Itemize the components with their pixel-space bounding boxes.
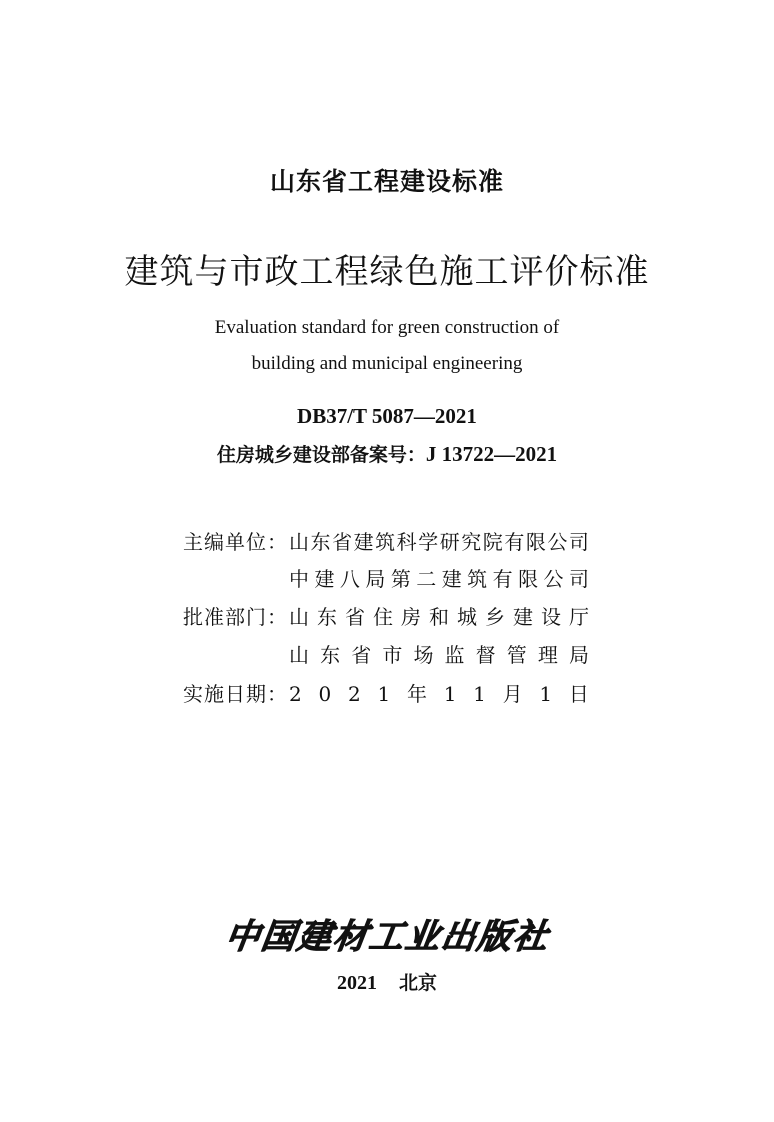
info-value-char: 2: [347, 682, 361, 706]
publication-year: 2021: [336, 972, 377, 994]
info-value-char: 究: [461, 530, 482, 554]
info-value-char: 东: [310, 530, 331, 554]
info-value-char: 1: [539, 682, 553, 706]
info-value-char: 司: [568, 530, 589, 554]
info-value: [289, 565, 589, 593]
info-row-chief-editor: [183, 528, 591, 556]
info-value-char: 住: [373, 605, 393, 629]
publisher-name: 中国建材工业出版社: [222, 917, 553, 957]
info-value-char: 和: [429, 605, 449, 629]
info-row-effective-date: [183, 680, 591, 708]
info-value-char: 场: [413, 643, 434, 667]
info-value-char: 东: [320, 643, 341, 667]
publication-line: [0, 968, 774, 995]
info-value-char: 监: [444, 643, 465, 667]
info-value-char: 筑: [375, 530, 396, 554]
standard-code: DB37/T 5087—2021: [297, 404, 477, 428]
info-value-char: 局: [568, 643, 589, 667]
publisher-logo: [222, 912, 553, 960]
info-value-char: 年: [406, 682, 427, 706]
info-value-char: 市: [382, 643, 403, 667]
info-value: [289, 528, 589, 556]
info-value-char: 二: [416, 567, 437, 591]
info-value-char: 限: [518, 567, 539, 591]
info-value-char: 1: [443, 682, 457, 706]
info-value-char: 督: [475, 643, 496, 667]
info-value-char: 局: [365, 567, 386, 591]
info-value-char: 理: [537, 643, 558, 667]
info-value-char: 有: [492, 567, 513, 591]
info-value-char: 山: [289, 605, 309, 629]
info-value-char: 筑: [467, 567, 488, 591]
info-value-char: 2: [289, 682, 302, 706]
info-value-char: 有: [504, 530, 525, 554]
publication-city: 北京: [398, 972, 437, 994]
info-value-char: 房: [401, 605, 421, 629]
info-row-approval-dept-2: [183, 641, 591, 669]
info-value-char: 公: [547, 530, 568, 554]
info-value-char: 学: [418, 530, 439, 554]
info-value-char: 中: [289, 567, 309, 591]
info-value-char: 1: [377, 682, 391, 706]
info-value-char: 省: [351, 643, 372, 667]
info-value-char: 城: [457, 605, 477, 629]
info-value-char: 0: [318, 682, 332, 706]
series-title: 山东省工程建设标准: [269, 167, 504, 196]
info-value-char: 省: [332, 530, 353, 554]
info-row-chief-editor-2: [183, 565, 591, 593]
english-title-line-1: Evaluation standard for green construction of: [214, 317, 560, 338]
info-value-char: 研: [439, 530, 460, 554]
info-value-char: 八: [339, 567, 360, 591]
info-label: 主编单位：: [183, 530, 288, 554]
info-value-char: 第: [390, 567, 411, 591]
main-title: 建筑与市政工程绿色施工评价标准: [124, 252, 650, 292]
info-value-char: 管: [506, 643, 527, 667]
info-value-char: 省: [345, 605, 365, 629]
info-label: 批准部门：: [183, 605, 288, 629]
info-value: [289, 603, 589, 631]
info-value-char: 山: [289, 643, 309, 667]
info-label: 实施日期：: [183, 682, 288, 706]
info-row-approval-dept: [183, 603, 591, 631]
info-value-char: 司: [568, 567, 589, 591]
info-value-char: 厅: [569, 605, 589, 629]
info-value-char: 1: [473, 682, 486, 706]
info-value: [289, 680, 589, 708]
info-value-char: 建: [441, 567, 462, 591]
info-value-char: 院: [482, 530, 503, 554]
info-value-char: 建: [314, 567, 335, 591]
english-title-line-2: building and municipal engineering: [251, 353, 523, 374]
info-value: [289, 641, 589, 669]
record-number-line: [0, 440, 774, 467]
info-value-char: 设: [541, 605, 561, 629]
info-value-char: 建: [513, 605, 533, 629]
info-value-char: 日: [568, 682, 589, 706]
info-value-char: 月: [502, 682, 523, 706]
info-value-char: 山: [289, 530, 309, 554]
info-value-char: 东: [317, 605, 337, 629]
info-value-char: 乡: [485, 605, 505, 629]
info-value-char: 建: [353, 530, 374, 554]
info-value-char: 公: [543, 567, 564, 591]
info-value-char: 科: [396, 530, 417, 554]
info-value-char: 限: [525, 530, 546, 554]
record-number: J 13722—2021: [425, 442, 558, 466]
record-label: 住房城乡建设部备案号：: [216, 444, 426, 466]
